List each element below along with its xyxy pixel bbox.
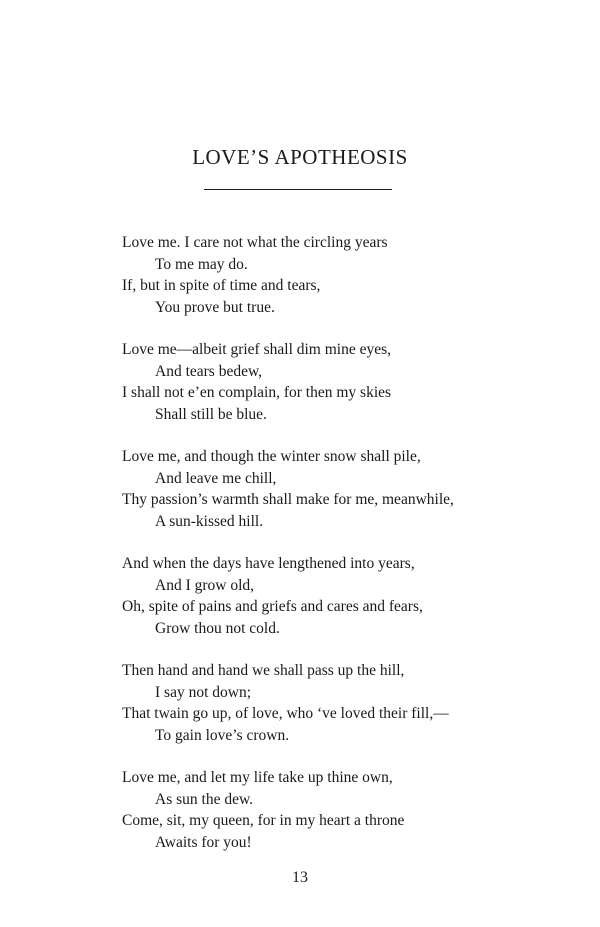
poem-line: Thy passion’s warmth shall make for me, meanwhile, bbox=[122, 491, 454, 508]
poem-title: LOVE’S APOTHEOSIS bbox=[192, 145, 408, 169]
poem-line: I shall not e’en complain, for then my skies bbox=[122, 384, 392, 401]
title-divider bbox=[204, 189, 392, 190]
stanza bbox=[122, 767, 542, 853]
stanza bbox=[122, 446, 542, 532]
poem-line: Love me, and let my life take up thine own, bbox=[122, 769, 393, 786]
poem-line: And I grow old, bbox=[155, 576, 255, 594]
page-number: 13 bbox=[292, 869, 308, 886]
poem-line: To gain love’s crown. bbox=[155, 726, 290, 744]
poem-line: Shall still be blue. bbox=[155, 405, 267, 423]
poem-line: Awaits for you! bbox=[155, 833, 252, 851]
poem-line: Love me. I care not what the circling years bbox=[122, 234, 388, 251]
stanza bbox=[122, 339, 542, 425]
stanza bbox=[122, 660, 542, 746]
poem-line: That twain go up, of love, who ‘ve loved their fill,— bbox=[122, 705, 449, 722]
stanza bbox=[122, 232, 542, 318]
poem-line: As sun the dew. bbox=[155, 790, 254, 808]
poem-line: And leave me chill, bbox=[155, 469, 277, 487]
poem-line: Come, sit, my queen, for in my heart a throne bbox=[122, 812, 405, 829]
poem-line: Grow thou not cold. bbox=[155, 619, 280, 637]
poem-line: Oh, spite of pains and griefs and cares and fears, bbox=[122, 598, 423, 615]
poem-line: I say not down; bbox=[155, 683, 252, 701]
poem-line: Love me, and though the winter snow shall pile, bbox=[122, 448, 421, 465]
poem-line: To me may do. bbox=[155, 255, 248, 273]
poem-line: A sun-kissed hill. bbox=[155, 512, 264, 530]
poem-line: Then hand and hand we shall pass up the hill, bbox=[122, 662, 405, 679]
poem-line: If, but in spite of time and tears, bbox=[122, 277, 321, 294]
stanza bbox=[122, 553, 542, 639]
poem-body bbox=[122, 232, 542, 874]
poem-line: Love me—albeit grief shall dim mine eyes, bbox=[122, 341, 392, 358]
poem-line: You prove but true. bbox=[155, 298, 275, 316]
poem-line: And tears bedew, bbox=[155, 362, 263, 380]
poem-line: And when the days have lengthened into years, bbox=[122, 555, 415, 572]
